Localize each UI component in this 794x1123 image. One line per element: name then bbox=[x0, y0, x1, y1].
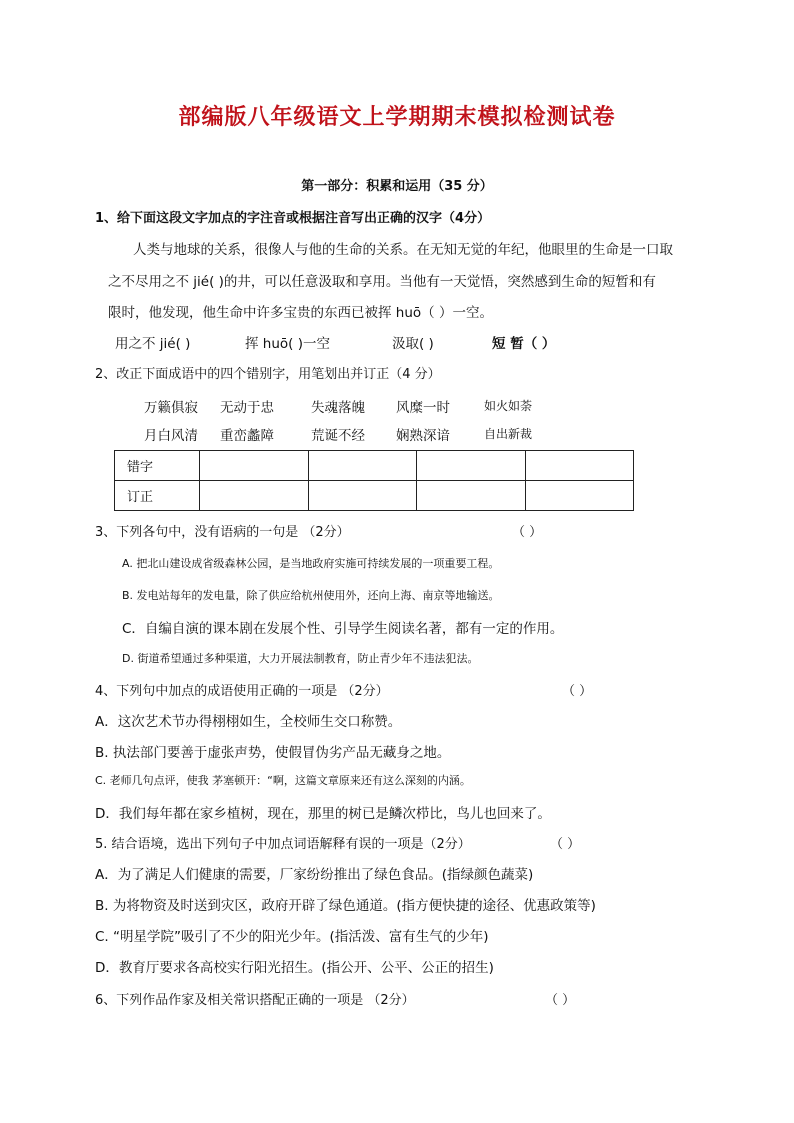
table-cell[interactable] bbox=[417, 451, 526, 481]
q3-answer-paren: （ ） bbox=[512, 525, 543, 540]
q5-option-d: D．教育厅要求各高校实行阳光招生。(指公开、公平、公正的招生) bbox=[95, 960, 494, 976]
table-label-wrong: 错字 bbox=[115, 451, 200, 481]
q3-stem: 3、下列各句中，没有语病的一句是 （2分） bbox=[95, 525, 350, 540]
idiom-2: 无动于忠 bbox=[220, 400, 274, 416]
q1-blank-3: 汲取( ) bbox=[392, 336, 434, 352]
q3-option-b: B. 发电站每年的发电量，除了供应给杭州使用外，还向上海、南京等地输送。 bbox=[122, 589, 500, 602]
table-label-correct: 订正 bbox=[115, 481, 200, 511]
q4-stem: 4、下列句中加点的成语使用正确的一项是 （2分） bbox=[95, 684, 389, 699]
q4-option-c: C. 老师几句点评，使我 茅塞顿开：“啊，这篇文章原来还有这么深刻的内涵。 bbox=[95, 774, 471, 787]
q1-blank-4: 短 暂（ ） bbox=[492, 336, 556, 352]
idiom-7: 重峦蠡障 bbox=[220, 428, 274, 444]
q1-stem: 1、给下面这段文字加点的字注音或根据注音写出正确的汉字（4分） bbox=[95, 211, 491, 226]
q1-blank-1: 用之不 jié( ) bbox=[115, 336, 191, 352]
correction-table bbox=[114, 450, 634, 511]
q4-option-d: D．我们每年都在家乡植树，现在，那里的树已是鳞次栉比，鸟儿也回来了。 bbox=[95, 806, 551, 822]
idiom-8: 荒诞不经 bbox=[311, 428, 365, 444]
table-cell[interactable] bbox=[308, 451, 417, 481]
idiom-6: 月白风清 bbox=[144, 428, 198, 444]
q1-blank-2: 挥 huō( )一空 bbox=[245, 336, 330, 352]
idiom-5: 如火如荼 bbox=[484, 399, 533, 413]
table-row bbox=[115, 451, 634, 481]
q4-option-a: A．这次艺术节办得栩栩如生，全校师生交口称赞。 bbox=[95, 714, 402, 730]
q5-option-b: B. 为将物资及时送到灾区，政府开辟了绿色通道。(指方便快捷的途径、优惠政策等) bbox=[95, 898, 596, 914]
idiom-3: 失魂落魄 bbox=[311, 400, 365, 416]
q5-option-c: C. “明星学院”吸引了不少的阳光少年。(指活泼、富有生气的少年) bbox=[95, 929, 489, 945]
q5-option-a: A．为了满足人们健康的需要，厂家纷纷推出了绿色食品。(指绿颜色蔬菜) bbox=[95, 867, 534, 883]
q3-option-c: C．自编自演的课本剧在发展个性、引导学生阅读名著，都有一定的作用。 bbox=[122, 621, 564, 637]
q5-stem: 5. 结合语境，选出下列句子中加点词语解释有误的一项是（2分） bbox=[95, 837, 471, 852]
idiom-10: 自出新裁 bbox=[484, 427, 533, 441]
q6-answer-paren: （ ） bbox=[545, 993, 576, 1008]
table-cell[interactable] bbox=[308, 481, 417, 511]
idiom-9: 娴熟深谙 bbox=[396, 428, 450, 444]
q4-answer-paren: （ ） bbox=[562, 684, 593, 699]
q2-stem: 2、改正下面成语中的四个错别字，用笔划出并订正（4 分） bbox=[95, 367, 441, 382]
q4-option-b: B. 执法部门要善于虚张声势，使假冒伪劣产品无藏身之地。 bbox=[95, 745, 451, 761]
q1-passage-line2: 之不尽用之不 jié( )的井，可以任意汲取和享用。当他有一天觉悟，突然感到生命的短暂和有 bbox=[108, 274, 656, 290]
table-cell[interactable] bbox=[417, 481, 526, 511]
q1-passage-line1: 人类与地球的关系，很像人与他的生命的关系。在无知无觉的年纪，他眼里的生命是一口取 bbox=[133, 242, 673, 258]
q3-option-d: D. 街道希望通过多种渠道，大力开展法制教育，防止青少年不违法犯法。 bbox=[122, 652, 479, 665]
table-cell[interactable] bbox=[200, 481, 309, 511]
idiom-4: 风糜一时 bbox=[396, 400, 450, 416]
q6-stem: 6、下列作品作家及相关常识搭配正确的一项是 （2分） bbox=[95, 993, 415, 1008]
q5-answer-paren: （ ） bbox=[550, 837, 581, 852]
section-heading: 第一部分：积累和运用（35 分） bbox=[301, 179, 493, 194]
table-cell[interactable] bbox=[200, 451, 309, 481]
q1-passage-line3: 限时，他发现，他生命中许多宝贵的东西已被挥 huō（ ）一空。 bbox=[108, 305, 493, 321]
table-cell[interactable] bbox=[525, 451, 634, 481]
table-row bbox=[115, 481, 634, 511]
q3-option-a: A. 把北山建设成省级森林公园，是当地政府实施可持续发展的一项重要工程。 bbox=[122, 557, 500, 570]
table-cell[interactable] bbox=[525, 481, 634, 511]
page-title: 部编版八年级语文上学期期末模拟检测试卷 bbox=[178, 105, 616, 130]
idiom-1: 万籁俱寂 bbox=[144, 400, 198, 416]
